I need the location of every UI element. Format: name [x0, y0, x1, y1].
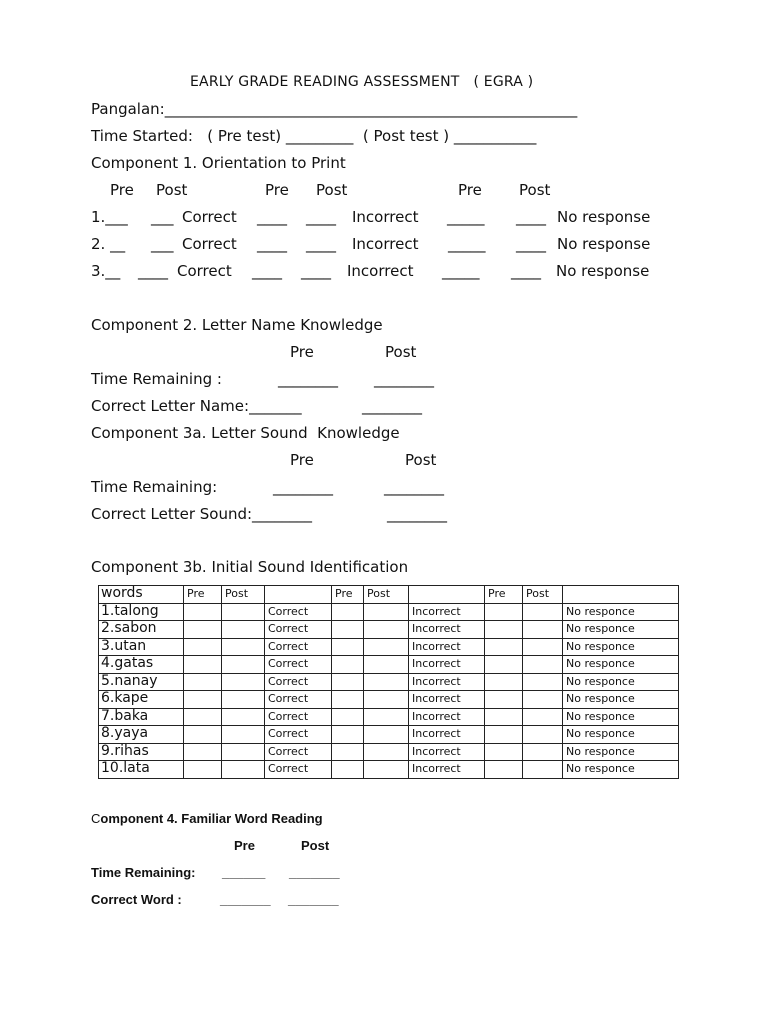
no-response-cell: No responce	[563, 656, 679, 674]
table-header-cell	[409, 586, 485, 604]
word-cell: 7.baka	[99, 708, 184, 726]
pre-cell	[332, 603, 364, 621]
post-cell	[523, 691, 563, 709]
post-cell	[523, 743, 563, 761]
post-cell	[364, 603, 409, 621]
pre-cell	[184, 726, 222, 744]
pre-cell	[332, 761, 364, 779]
incorrect-cell: Incorrect	[409, 761, 485, 779]
c1-blank: ____	[511, 262, 541, 280]
c1-blank: ___	[151, 208, 174, 226]
pre-cell	[184, 656, 222, 674]
no-response-cell: No responce	[563, 673, 679, 691]
post-cell	[222, 656, 265, 674]
table-row	[99, 708, 679, 726]
post-cell	[523, 603, 563, 621]
incorrect-cell: Incorrect	[409, 691, 485, 709]
c3a-correct-post-blank: ________	[387, 505, 447, 523]
c1-row-number: 3.__	[91, 262, 121, 280]
table-row	[99, 621, 679, 639]
c1-correct-label: Correct	[182, 235, 237, 253]
post-cell	[523, 673, 563, 691]
table-header-cell: Pre	[332, 586, 364, 604]
c1-no-response-label: No response	[556, 262, 650, 280]
incorrect-cell: Incorrect	[409, 708, 485, 726]
post-cell	[222, 638, 265, 656]
c2-correct-post-blank: ________	[362, 397, 422, 415]
post-cell	[222, 708, 265, 726]
table-row	[99, 656, 679, 674]
post-cell	[364, 656, 409, 674]
post-cell	[222, 743, 265, 761]
name-line: Pangalan:_______________________________________________________	[91, 100, 578, 118]
word-cell: 2.sabon	[99, 621, 184, 639]
component-4-heading-rest: omponent 4. Familiar Word Reading	[100, 811, 323, 826]
word-cell: 1.talong	[99, 603, 184, 621]
c4-correct-post-blank: _______	[288, 892, 339, 907]
c1-blank: _____	[447, 208, 485, 226]
correct-cell: Correct	[265, 708, 332, 726]
table-header-cell: Post	[364, 586, 409, 604]
table-header-cell	[265, 586, 332, 604]
c1-blank: ____	[516, 235, 546, 253]
table-row	[99, 673, 679, 691]
incorrect-cell: Incorrect	[409, 638, 485, 656]
c1-incorrect-label: Incorrect	[352, 208, 419, 226]
c3a-time-post-blank: ________	[384, 478, 444, 496]
component-2-heading: Component 2. Letter Name Knowledge	[91, 316, 383, 334]
post-cell	[364, 743, 409, 761]
c1-incorrect-label: Incorrect	[352, 235, 419, 253]
c2-time-post-blank: ________	[374, 370, 434, 388]
incorrect-cell: Incorrect	[409, 621, 485, 639]
pre-cell	[485, 708, 523, 726]
c4-post: Post	[301, 838, 330, 853]
c1-blank: _____	[448, 235, 486, 253]
c1-blank: ____	[301, 262, 331, 280]
pre-cell	[485, 656, 523, 674]
pre-cell	[184, 691, 222, 709]
c3a-pre: Pre	[290, 451, 314, 469]
no-response-cell: No responce	[563, 726, 679, 744]
c1-row-number: 1.___	[91, 208, 128, 226]
c1-correct-label: Correct	[177, 262, 232, 280]
post-cell	[523, 656, 563, 674]
c4-pre: Pre	[234, 838, 255, 853]
word-cell: 5.nanay	[99, 673, 184, 691]
incorrect-cell: Incorrect	[409, 673, 485, 691]
c1-pre-2: Pre	[265, 181, 289, 199]
incorrect-cell: Incorrect	[409, 743, 485, 761]
c4-time-post-blank: _______	[289, 865, 340, 880]
c1-pre-1: Pre	[110, 181, 134, 199]
pre-cell	[332, 656, 364, 674]
pre-cell	[332, 743, 364, 761]
c2-correct-letter-name: Correct Letter Name:_______	[91, 397, 302, 415]
post-cell	[523, 638, 563, 656]
c1-blank: ____	[257, 208, 287, 226]
pre-cell	[184, 621, 222, 639]
post-cell	[364, 638, 409, 656]
pre-cell	[332, 708, 364, 726]
post-cell	[222, 621, 265, 639]
pre-cell	[485, 603, 523, 621]
no-response-cell: No responce	[563, 621, 679, 639]
post-cell	[523, 726, 563, 744]
post-cell	[364, 726, 409, 744]
word-cell: 8.yaya	[99, 726, 184, 744]
c1-blank: ____	[252, 262, 282, 280]
table-row	[99, 743, 679, 761]
time-started-line: Time Started: ( Pre test) _________ ( Post test ) ___________	[91, 127, 537, 145]
post-cell	[222, 673, 265, 691]
pre-cell	[332, 638, 364, 656]
table-row	[99, 691, 679, 709]
correct-cell: Correct	[265, 638, 332, 656]
c1-post-1: Post	[156, 181, 188, 199]
correct-cell: Correct	[265, 603, 332, 621]
c1-row-number: 2. __	[91, 235, 126, 253]
c1-post-2: Post	[316, 181, 348, 199]
no-response-cell: No responce	[563, 743, 679, 761]
pre-cell	[332, 673, 364, 691]
pre-cell	[184, 603, 222, 621]
pre-cell	[485, 691, 523, 709]
pre-cell	[485, 621, 523, 639]
pre-cell	[184, 743, 222, 761]
pre-cell	[184, 673, 222, 691]
pre-cell	[332, 621, 364, 639]
correct-cell: Correct	[265, 673, 332, 691]
post-cell	[222, 603, 265, 621]
no-response-cell: No responce	[563, 761, 679, 779]
no-response-cell: No responce	[563, 603, 679, 621]
table-header-cell: Pre	[184, 586, 222, 604]
post-cell	[364, 621, 409, 639]
word-cell: 3.utan	[99, 638, 184, 656]
table-header-cell	[563, 586, 679, 604]
pre-cell	[184, 761, 222, 779]
c3a-time-remaining-label: Time Remaining:	[91, 478, 218, 496]
pre-cell	[485, 726, 523, 744]
c4-correct-word-label: Correct Word :	[91, 892, 182, 907]
c4-correct-pre-blank: _______	[220, 892, 271, 907]
pre-cell	[485, 743, 523, 761]
post-cell	[364, 673, 409, 691]
component-4-heading-prefix: C	[91, 811, 101, 826]
post-cell	[222, 691, 265, 709]
c1-pre-3: Pre	[458, 181, 482, 199]
post-cell	[523, 761, 563, 779]
component-3b-heading: Component 3b. Initial Sound Identification	[91, 558, 409, 576]
pre-cell	[184, 638, 222, 656]
post-cell	[523, 621, 563, 639]
pre-cell	[485, 638, 523, 656]
c1-post-3: Post	[519, 181, 551, 199]
post-cell	[523, 708, 563, 726]
table-header-cell: words	[99, 586, 184, 604]
incorrect-cell: Incorrect	[409, 726, 485, 744]
incorrect-cell: Incorrect	[409, 656, 485, 674]
page-title: EARLY GRADE READING ASSESSMENT ( EGRA )	[190, 74, 534, 90]
c1-incorrect-label: Incorrect	[347, 262, 414, 280]
c1-no-response-label: No response	[557, 208, 651, 226]
word-cell: 9.rihas	[99, 743, 184, 761]
table-header-cell: Post	[523, 586, 563, 604]
pre-cell	[184, 708, 222, 726]
c3a-post: Post	[405, 451, 437, 469]
table-row	[99, 638, 679, 656]
c1-blank: ____	[257, 235, 287, 253]
pre-cell	[485, 761, 523, 779]
no-response-cell: No responce	[563, 708, 679, 726]
c2-post: Post	[385, 343, 417, 361]
c3a-time-pre-blank: ________	[273, 478, 333, 496]
correct-cell: Correct	[265, 621, 332, 639]
c1-blank: ___	[151, 235, 174, 253]
correct-cell: Correct	[265, 761, 332, 779]
no-response-cell: No responce	[563, 691, 679, 709]
correct-cell: Correct	[265, 656, 332, 674]
correct-cell: Correct	[265, 726, 332, 744]
incorrect-cell: Incorrect	[409, 603, 485, 621]
c1-correct-label: Correct	[182, 208, 237, 226]
word-cell: 4.gatas	[99, 656, 184, 674]
correct-cell: Correct	[265, 691, 332, 709]
component-3a-heading: Component 3a. Letter Sound Knowledge	[91, 424, 400, 442]
c1-no-response-label: No response	[557, 235, 651, 253]
table-header-cell: Post	[222, 586, 265, 604]
c4-time-remaining-label: Time Remaining:	[91, 865, 196, 880]
table-row	[99, 726, 679, 744]
post-cell	[364, 761, 409, 779]
c4-time-pre-blank: ______	[222, 865, 266, 880]
c3a-correct-letter-sound: Correct Letter Sound:________	[91, 505, 313, 523]
c2-time-pre-blank: ________	[278, 370, 338, 388]
c1-blank: ____	[516, 208, 546, 226]
component-1-heading: Component 1. Orientation to Print	[91, 154, 346, 172]
word-cell: 10.lata	[99, 761, 184, 779]
table-row	[99, 603, 679, 621]
pre-cell	[332, 691, 364, 709]
c1-blank: ____	[306, 208, 336, 226]
post-cell	[364, 708, 409, 726]
no-response-cell: No responce	[563, 638, 679, 656]
c2-time-remaining-label: Time Remaining :	[91, 370, 222, 388]
component-4-heading	[91, 810, 323, 828]
initial-sound-table	[98, 585, 679, 779]
post-cell	[222, 761, 265, 779]
c1-blank: ____	[306, 235, 336, 253]
correct-cell: Correct	[265, 743, 332, 761]
c1-blank: ____	[138, 262, 168, 280]
table-header-cell: Pre	[485, 586, 523, 604]
table-header-row	[99, 586, 679, 604]
word-cell: 6.kape	[99, 691, 184, 709]
table-row	[99, 761, 679, 779]
pre-cell	[485, 673, 523, 691]
c2-pre: Pre	[290, 343, 314, 361]
pre-cell	[332, 726, 364, 744]
c1-blank: _____	[442, 262, 480, 280]
post-cell	[222, 726, 265, 744]
post-cell	[364, 691, 409, 709]
